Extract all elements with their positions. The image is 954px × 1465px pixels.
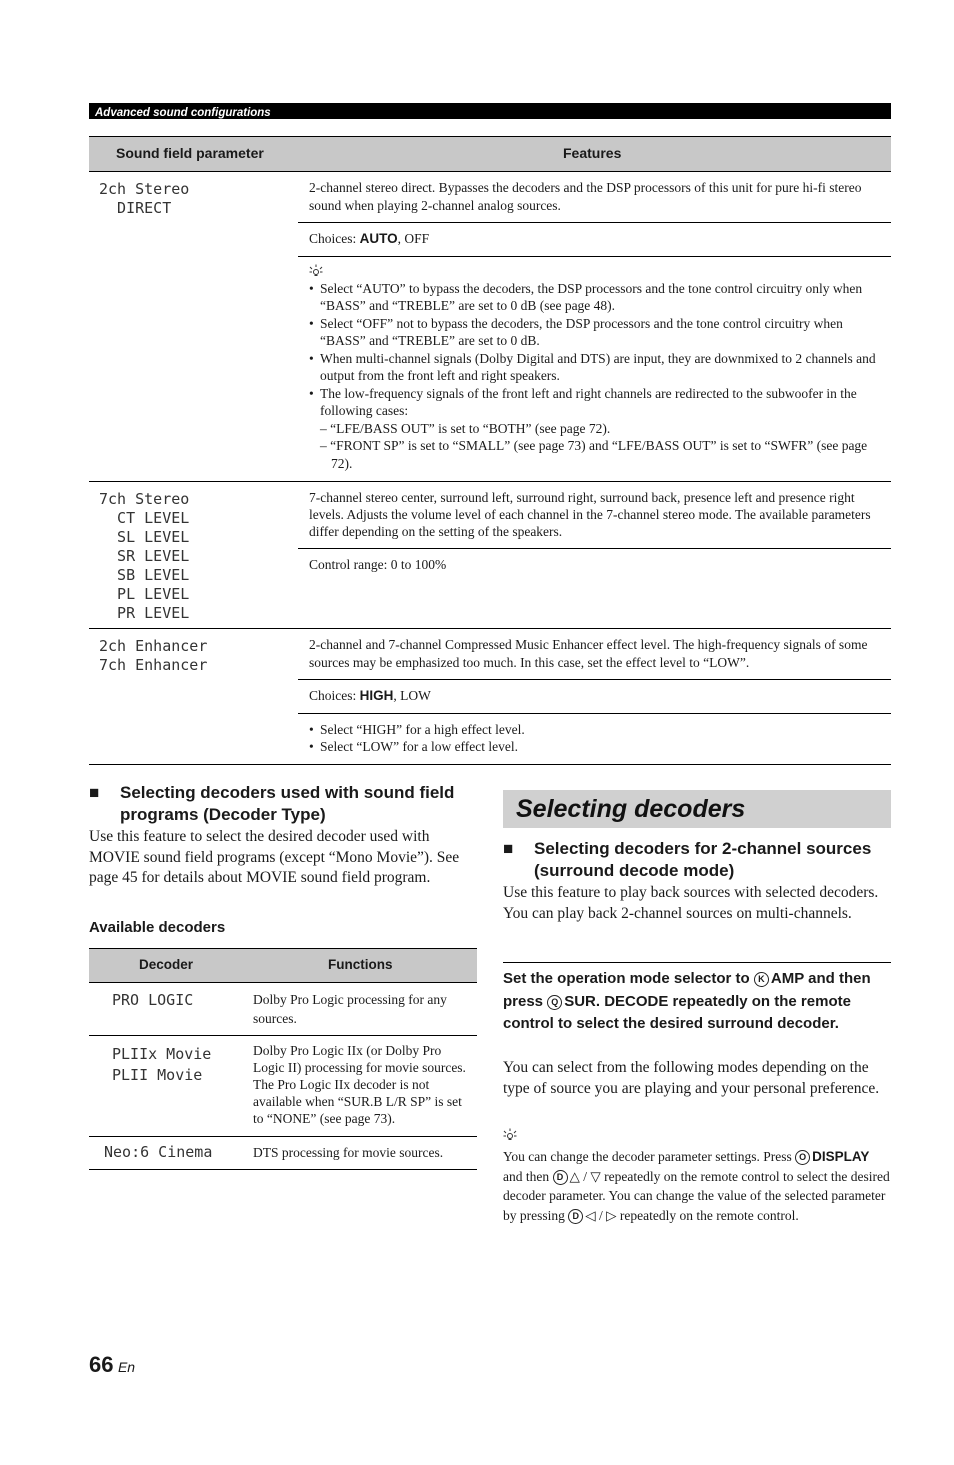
table-header [89, 948, 477, 983]
table-row [89, 1036, 477, 1137]
available-decoders-heading: Available decoders [89, 919, 226, 936]
parameter-name: PR LEVEL [99, 604, 190, 622]
feature-tips [298, 256, 891, 482]
column-header-functions: Functions [328, 957, 393, 972]
decoder-type-body: Use this feature to select the desired decoder used with MOVIE sound field programs (except “Mono Movie”). See page 45 for details about MOVIE sound field program. [89, 828, 460, 886]
decoder-table [89, 948, 477, 1170]
divider [503, 962, 891, 963]
surround-decode-heading [503, 838, 891, 882]
section-header-title: Advanced sound configurations [95, 107, 271, 119]
sound-field-parameter-table [89, 136, 891, 765]
feature-choices [298, 679, 891, 713]
modes-body: You can select from the following modes depending on the type of source you are playing and your personal preference. [503, 1059, 880, 1097]
mode-selector-k-icon: K [754, 972, 769, 987]
feature-notes [298, 713, 891, 764]
instruction-text: and then press [503, 970, 871, 1010]
choices-default: HIGH [359, 688, 394, 703]
table-row [89, 1137, 477, 1170]
choices-rest: , LOW [393, 688, 431, 703]
instruction-text: repeatedly on the remote control to select the desired surround decoder. [503, 992, 851, 1032]
instruction-step [503, 968, 891, 1036]
feature-description: 2-channel stereo direct. Bypasses the decoders and the DSP processors of this unit for pure hi-fi stereo sound when playing 2-channel analog sources. [309, 180, 862, 213]
parameter-name: SR LEVEL [99, 547, 190, 565]
tip-text: and then [503, 1168, 553, 1184]
decoder-name: PLIIx Movie [112, 1045, 212, 1063]
decoder-names [112, 991, 193, 1010]
table-row [89, 482, 891, 629]
parameter-names [99, 637, 207, 675]
tip-text: repeatedly on the remote control. [616, 1207, 799, 1223]
decoder-function: Dolby Pro Logic IIx (or Dolby Pro Logic II) processing for movie sources. The Pro Logic IIx decoder is not available when “SUR.B L/R SP” is set to “NONE” (see page 73). [253, 1043, 466, 1126]
decoder-name: Neo:6 Cinema [104, 1143, 213, 1161]
choices-label: Choices: [309, 688, 360, 703]
selecting-decoders-title-bar [503, 790, 891, 828]
decoder-name: PLII Movie [112, 1066, 203, 1084]
decoder-function: Dolby Pro Logic processing for any sources. [253, 992, 447, 1026]
parameter-name: DIRECT [99, 199, 172, 217]
decoder-parameter-tip [503, 1147, 891, 1225]
page-number: 66 [89, 1352, 114, 1377]
choices-default: AUTO [359, 231, 398, 246]
column-header-decoder: Decoder [139, 957, 194, 972]
decoder-type-heading-text: Selecting decoders used with sound field programs (Decoder Type) [120, 783, 455, 824]
tip-item: • Select “AUTO” to bypass the decoders, the DSP processors and the tone control circuitry only when “BASS” and “TREBLE” are set to 0 dB (see page 48). [309, 280, 881, 315]
heading-square-marker: ■ [89, 783, 100, 802]
instruction-text: Set the operation mode selector to [503, 970, 754, 987]
choices-label: Choices: [309, 231, 360, 246]
sub-tip-item: – “FRONT SP” is set to “SMALL” (see page 73) and “LFE/BASS OUT” is set to “SWFR” (see page 72). [320, 438, 868, 471]
surround-decode-heading-text: Selecting decoders for 2-channel sources (surround decode mode) [534, 839, 872, 880]
amp-label: AMP [770, 970, 804, 987]
page-footer [89, 1352, 135, 1378]
decoder-names [104, 1143, 212, 1162]
choices-rest: , OFF [397, 231, 430, 246]
parameter-name: PL LEVEL [99, 585, 190, 603]
parameter-name: 2ch Enhancer [99, 637, 208, 655]
page-language: En [117, 1359, 136, 1375]
table-row [89, 172, 891, 482]
decoder-function: DTS processing for movie sources. [253, 1145, 444, 1160]
parameter-name: 2ch Stereo [99, 180, 190, 198]
heading-square-marker: ■ [503, 839, 514, 858]
tip-item: • When multi-channel signals (Dolby Digital and DTS) are input, they are downmixed to 2 channels and output from the front left and right speakers. [309, 350, 881, 385]
decoder-type-heading [89, 782, 469, 826]
tip-text: repeatedly on the remote control to select the desired decoder parameter. You can change the value of the selected parameter by pressing [503, 1168, 890, 1223]
decoder-names [112, 1044, 211, 1086]
up-down-arrows-icon: △ / ▽ [569, 1168, 601, 1184]
tip-item: • The low-frequency signals of the front left and right channels are redirected to the subwoofer in the following cases: [309, 385, 881, 420]
button-o-icon: O [795, 1150, 810, 1165]
note-item: • Select “HIGH” for a high effect level. [309, 721, 881, 739]
parameter-name: 7ch Enhancer [99, 656, 208, 674]
column-header-features: Features [563, 145, 622, 161]
parameter-names [99, 490, 189, 623]
parameter-name: SB LEVEL [99, 566, 190, 584]
table-row [89, 629, 891, 765]
button-d-icon: D [568, 1209, 583, 1224]
page-title: Selecting decoders [516, 795, 746, 823]
surround-decode-body: Use this feature to play back sources with selected decoders. You can play back 2-channel sources on multi-channels. [503, 884, 879, 922]
parameter-names [99, 180, 189, 218]
parameter-name: SL LEVEL [99, 528, 190, 546]
decoder-name: PRO LOGIC [112, 991, 194, 1009]
display-label: DISPLAY [812, 1149, 870, 1164]
parameter-name: CT LEVEL [99, 509, 190, 527]
note-item: • Select “LOW” for a low effect level. [309, 738, 881, 756]
feature-description: 7-channel stereo center, surround left, surround right, surround back, presence left and presence right levels. Adjusts the volume level of each channel in the 7-channel stereo mode. The available parameters differ depending on the setting of the speakers. [309, 490, 871, 539]
sur-decode-label: SUR. DECODE [564, 992, 669, 1010]
lightbulb-icon [503, 1128, 517, 1146]
table-header [89, 136, 891, 172]
tip-item: • Select “OFF” not to bypass the decoders, the DSP processors and the tone control circuitry when “BASS” and “TREBLE” are set to 0 dB. [309, 315, 881, 350]
sub-tip-item: – “LFE/BASS OUT” is set to “BOTH” (see page 72). [320, 420, 611, 436]
column-header-parameter: Sound field parameter [116, 145, 264, 161]
feature-choices [298, 222, 891, 256]
parameter-name: 7ch Stereo [99, 490, 190, 508]
button-d-icon: D [553, 1170, 568, 1185]
lightbulb-icon [309, 264, 881, 280]
feature-description: 2-channel and 7-channel Compressed Music Enhancer effect level. The high-frequency signals of some sources may be emphasized too much. In this case, set the effect level to “LOW”. [309, 637, 868, 670]
section-header-bar [89, 103, 891, 119]
button-q-icon: Q [547, 995, 562, 1010]
table-row [89, 983, 477, 1036]
tip-text: You can change the decoder parameter settings. Press [503, 1149, 796, 1164]
left-right-arrows-icon: ◁ / ▷ [585, 1207, 617, 1223]
feature-range: Control range: 0 to 100% [298, 548, 891, 582]
